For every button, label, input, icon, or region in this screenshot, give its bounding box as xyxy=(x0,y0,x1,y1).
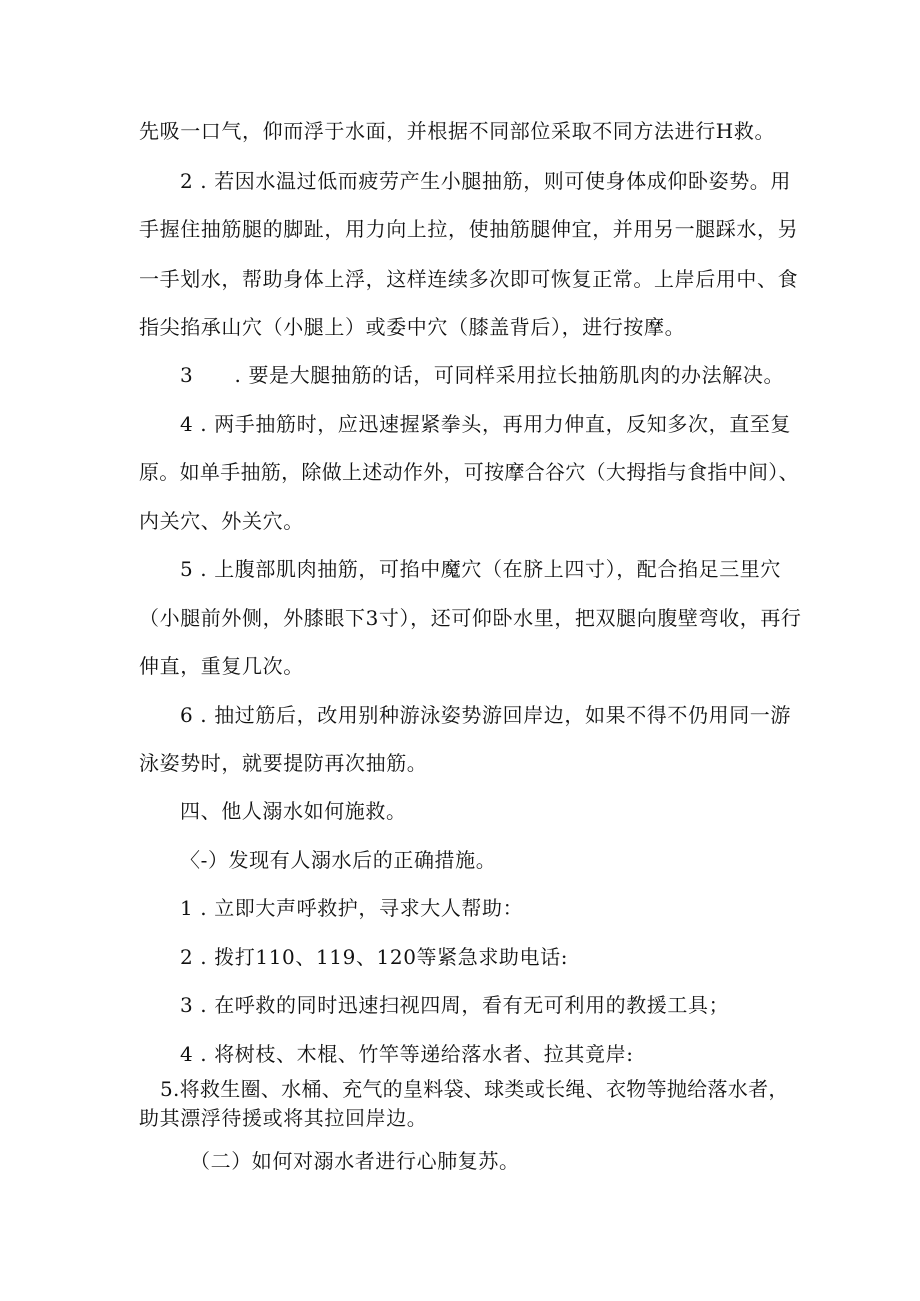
section-heading-4: 四、他人溺水如何施救。 xyxy=(180,799,407,823)
text-line-18: 2 . 拨打110、119、120等紧急求助电话: xyxy=(180,945,569,969)
text-line-10: 5 . 上腹部肌肉抽筋，可掐中魔穴（在脐上四寸），配合掐足三里穴 xyxy=(180,557,781,581)
text-line-20: 4 . 将树枝、木棍、竹竿等递给落水者、拉其竟岸: xyxy=(180,1042,634,1066)
text-line-11: （小腿前外侧，外膝眼下3寸），还可仰卧水里，把双腿向腹壁弯收，再行 xyxy=(139,606,802,630)
text-line-4: 一手划水，帮助身体上浮，这样连续多次即可恢复正常。上岸后用中、食 xyxy=(139,267,799,291)
text-line-17: 1 . 立即大声呼救护，寻求大人帮助： xyxy=(180,896,524,920)
text-line-9: 内关穴、外关穴。 xyxy=(139,509,304,533)
subsection-heading-1: 〈-）发现有人溺水后的正确措施。 xyxy=(180,848,497,872)
text-line-1: 先吸一口气，仰而浮于水面，并根据不同部位采取不同方法进行H救。 xyxy=(139,119,776,143)
subsection-heading-2: （二）如何对溺水者进行心肺复苏。 xyxy=(190,1149,520,1173)
text-line-7: 4 . 两手抽筋时，应迅速握紧拳头，再用力伸直，反知多次，直至复 xyxy=(180,412,791,436)
text-line-5: 指尖掐承山穴（小腿上）或委中穴（膝盖背后），进行按摩。 xyxy=(139,315,686,339)
text-line-14: 泳姿势时，就要提防再次抽筋。 xyxy=(139,751,428,775)
text-line-22: 助其漂浮待援或将其拉回岸边。 xyxy=(139,1106,428,1130)
text-line-6: 3 . 要是大腿抽筋的话，可同样采用拉长抽筋肌肉的办法解决。 xyxy=(180,363,785,387)
text-line-19: 3 . 在呼救的同时迅速扫视四周，看有无可利用的教援工具； xyxy=(180,993,730,1017)
text-line-21: 5.将救生圈、水桶、充气的皇料袋、球类或长绳、衣物等抛给落水者， xyxy=(160,1077,789,1101)
text-line-13: 6 . 抽过筋后，改用别种游泳姿势游回岸边，如果不得不仍用同一游 xyxy=(180,703,791,727)
text-line-8: 原。如单手抽筋，除做上述动作外，可按摩合谷穴（大拇指与食指中间）、 xyxy=(139,460,799,484)
text-line-3: 手握住抽筋腿的脚趾，用力向上拉，使抽筋腿伸宜，并用另一腿踩水，另 xyxy=(139,217,799,241)
text-line-2: 2 . 若因水温过低而疲劳产生小腿抽筋，则可使身体成仰卧姿势。用 xyxy=(180,169,791,193)
text-line-12: 伸直，重复几次。 xyxy=(139,654,304,678)
